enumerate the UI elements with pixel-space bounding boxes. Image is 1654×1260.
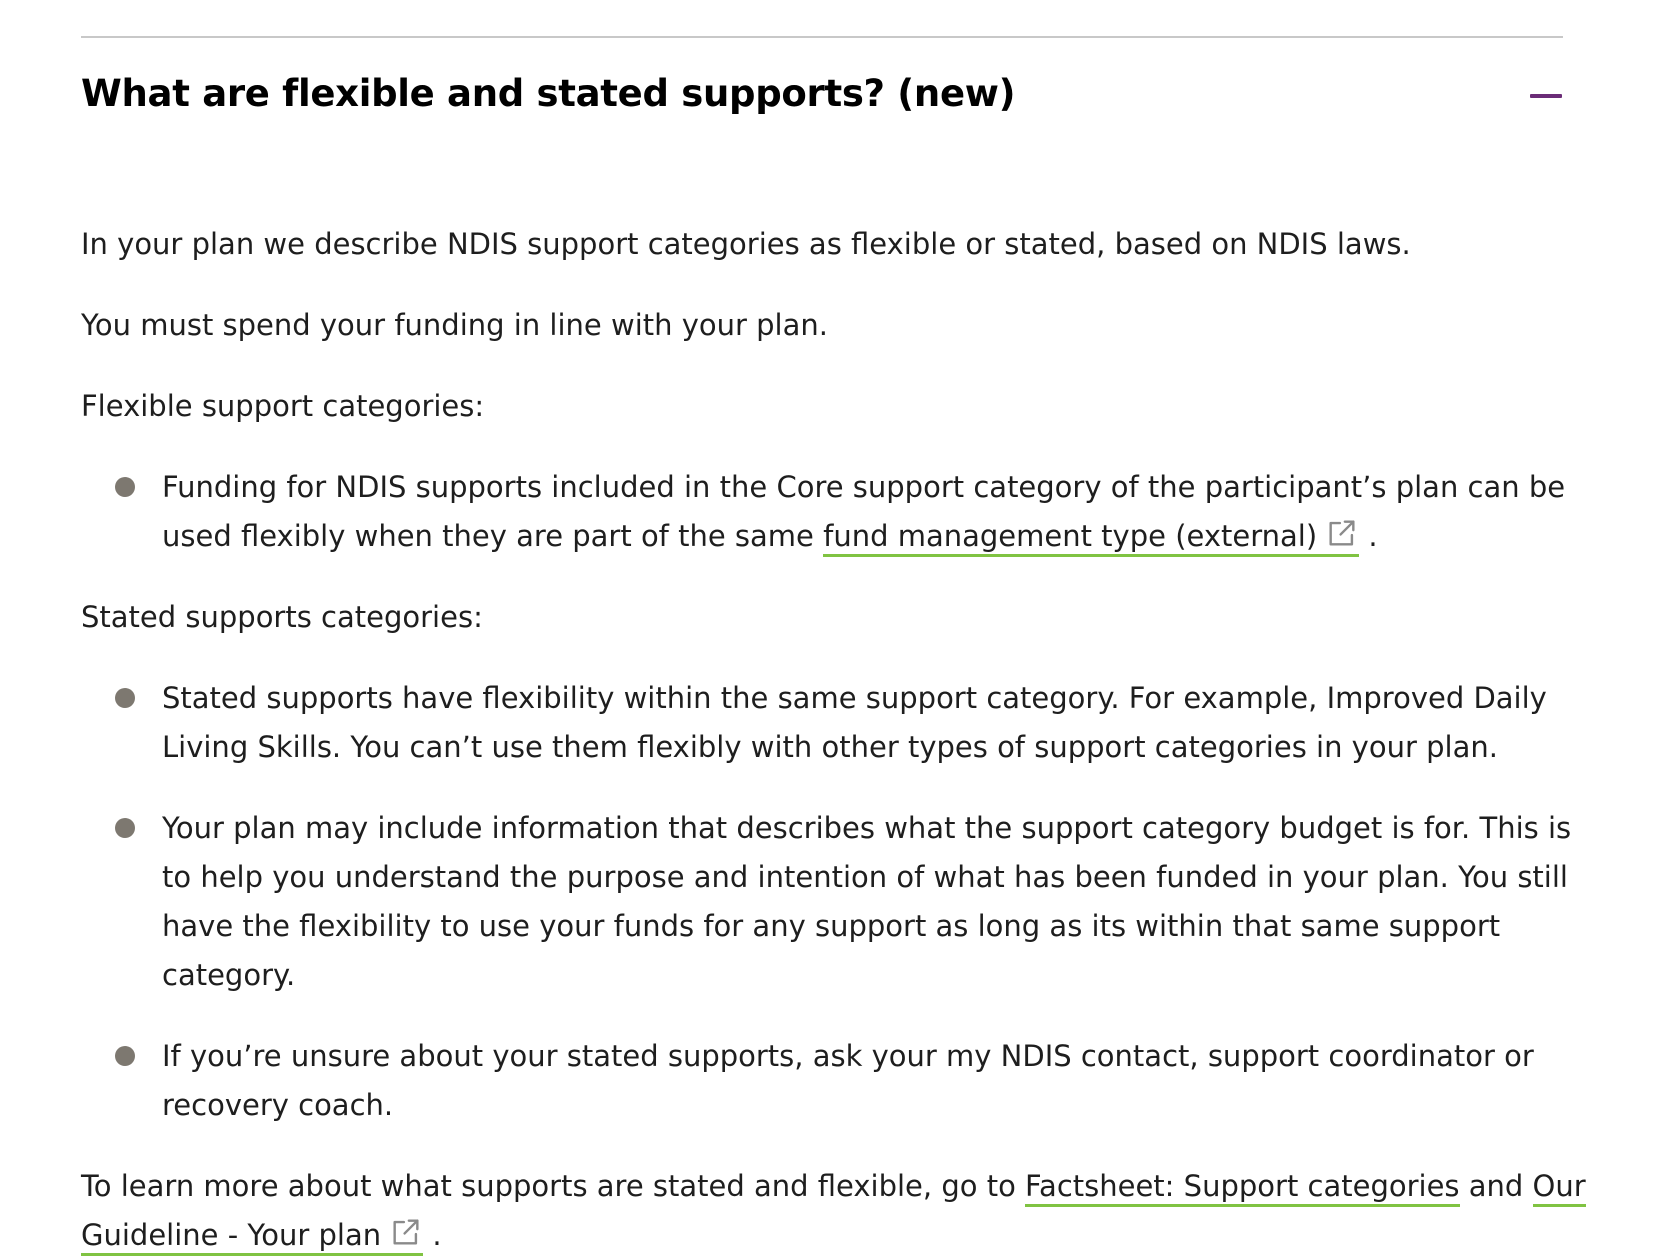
link-label: fund management type (external): [823, 519, 1318, 553]
accordion-body: [81, 220, 1586, 1260]
learn-more-text: To learn more about what supports are stated and flexible, go to: [81, 1169, 1026, 1203]
list-item-text: Stated supports have flexibility within the same support category. For example, Improved Daily: [162, 681, 1547, 715]
bullet-icon: [115, 477, 135, 497]
accordion-header[interactable]: [81, 38, 1563, 158]
list-item-text: Your plan may include information that describes what the support category budget is for. This is: [162, 811, 1572, 845]
collapse-button[interactable]: [1529, 84, 1563, 108]
accordion-flexible-stated-supports: [81, 36, 1586, 1260]
factsheet-support-categories-link[interactable]: Factsheet: Support categories: [1025, 1169, 1460, 1207]
list-item-text: category.: [162, 958, 296, 992]
our-guideline-your-plan-link[interactable]: [81, 1218, 423, 1256]
fund-management-type-link[interactable]: [823, 519, 1359, 557]
list-item: [81, 804, 1572, 1000]
bullet-icon: [115, 818, 135, 838]
link-label: Guideline - Your plan: [81, 1218, 382, 1252]
list-item: [81, 1032, 1563, 1130]
external-link-icon: [389, 1215, 423, 1249]
external-link-icon: [1325, 516, 1359, 550]
flexible-list: [81, 463, 1566, 561]
list-item-text: have the flexibility to use your funds for any support as long as its within that same support: [162, 909, 1501, 943]
bullet-icon: [115, 1046, 135, 1066]
list-item-text: Funding for NDIS supports included in the Core support category of the participant’s plan can be: [162, 470, 1566, 504]
list-item-text: Living Skills. You can’t use them flexibly with other types of support categories in your plan.: [162, 730, 1498, 764]
punctuation: .: [1359, 519, 1378, 553]
punctuation: .: [423, 1218, 442, 1252]
minus-icon: [1530, 94, 1562, 98]
learn-more-paragraph-continued: [81, 1211, 1563, 1260]
spend-note-paragraph: You must spend your funding in line with your plan.: [81, 308, 828, 342]
stated-list: [81, 674, 1572, 1130]
intro-paragraph: In your plan we describe NDIS support categories as flexible or stated, based on NDIS laws.: [81, 227, 1411, 261]
our-guideline-your-plan-link[interactable]: [1533, 1169, 1586, 1207]
list-item-text: recovery coach.: [162, 1088, 394, 1122]
stated-heading: Stated supports categories:: [81, 600, 483, 634]
list-item: [81, 674, 1563, 772]
list-item-text: If you’re unsure about your stated supports, ask your my NDIS contact, support coordinator or: [162, 1039, 1534, 1073]
accordion-title[interactable]: What are flexible and stated supports? (new): [81, 72, 1016, 115]
bullet-icon: [115, 688, 135, 708]
learn-more-paragraph: [81, 1162, 1586, 1211]
list-item-text: used flexibly when they are part of the same: [162, 519, 824, 553]
learn-more-text: and: [1459, 1169, 1533, 1203]
link-label: Our: [1532, 1169, 1586, 1203]
list-item: [81, 463, 1566, 561]
flexible-heading: Flexible support categories:: [81, 389, 485, 423]
list-item-text: to help you understand the purpose and intention of what has been funded in your plan. You still: [162, 860, 1568, 894]
